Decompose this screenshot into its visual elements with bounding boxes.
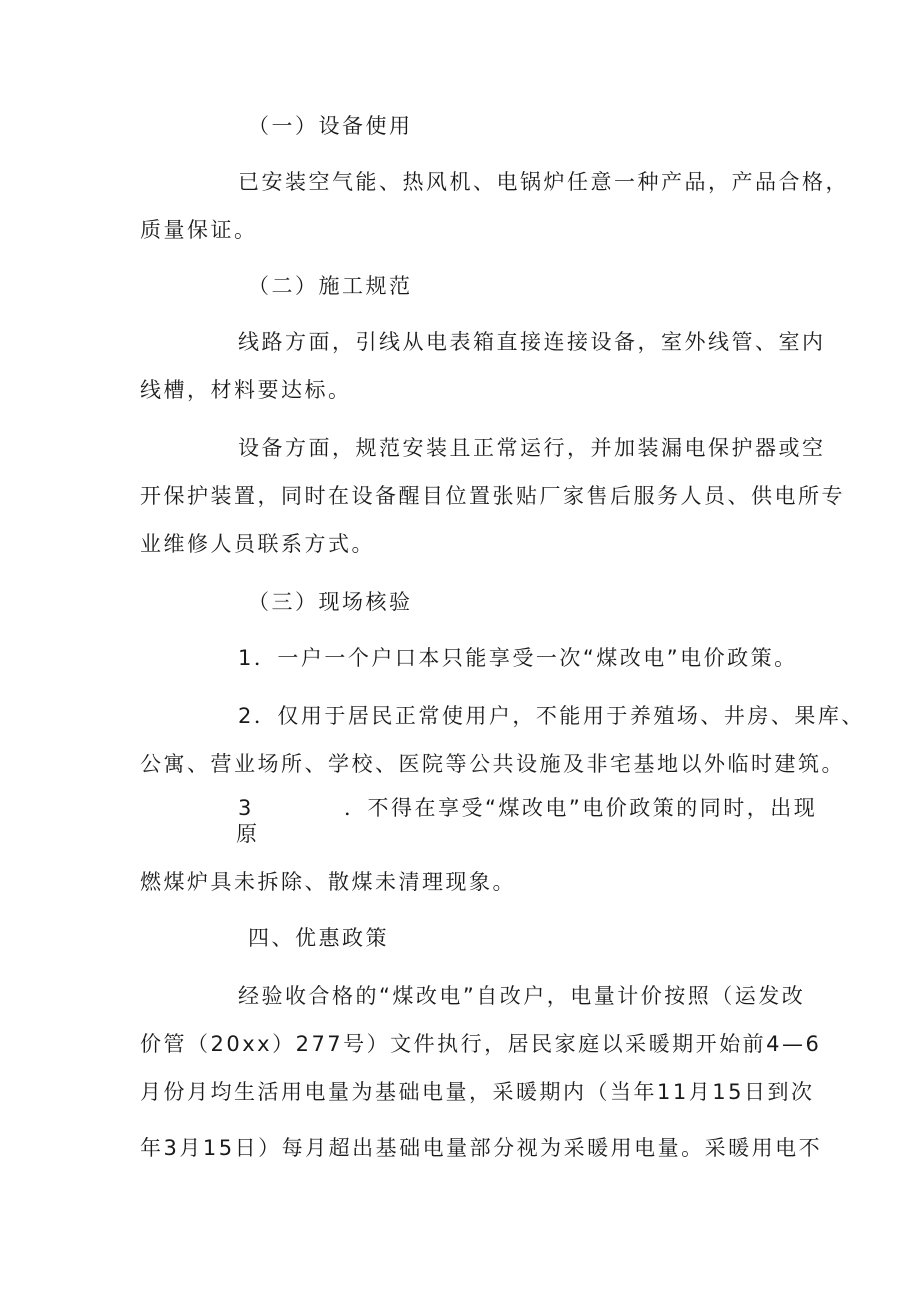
section-heading-inspection: （三）现场核验 [248,590,413,614]
paragraph-line: 经验收合格的“煤改电”自改户，电量计价按照（运发改 [238,984,806,1008]
paragraph-line: 月份月均生活用电量为基础电量，采暖期内（当年11月15日到次 [140,1080,815,1104]
paragraph-line: 质量保证。 [140,218,258,242]
section-heading-equipment: （一）设备使用 [248,114,413,138]
list-item-2-cont: 公寓、营业场所、学校、医院等公共设施及非宅基地以外临时建筑。 [140,752,845,776]
list-item-3-text: ．不得在享受“煤改电”电价政策的同时，出现 [344,796,818,820]
paragraph-line: 线路方面，引线从电表箱直接连接设备，室外线管、室内 [238,330,826,354]
list-item-3-number: 3 [238,796,252,820]
paragraph-line: 业维修人员联系方式。 [140,532,375,556]
paragraph-line: 价管（20xx）277号）文件执行，居民家庭以采暖期开始前4—6 [140,1032,822,1056]
paragraph-line: 年3月15日）每月超出基础电量部分视为采暖用电量。采暖用电不 [140,1136,823,1160]
list-item-3-cont: 燃煤炉具未拆除、散煤未清理现象。 [140,870,516,894]
list-item-2: 2．仅用于居民正常使用户，不能用于养殖场、井房、果库、 [238,704,865,728]
section-heading-construction: （二）施工规范 [248,274,413,298]
paragraph-line: 设备方面，规范安装且正常运行，并加装漏电保护器或空 [238,436,826,460]
list-item-1: 1．一户一个户口本只能享受一次“煤改电”电价政策。 [238,646,798,670]
paragraph-line: 已安装空气能、热风机、电锅炉任意一种产品，产品合格， [238,170,849,194]
paragraph-line: 线槽，材料要达标。 [140,378,352,402]
paragraph-line: 开保护装置，同时在设备醒目位置张贴厂家售后服务人员、供电所专 [140,484,845,508]
section-heading-policy: 四、优惠政策 [248,926,389,950]
list-item-3-char: 原 [236,822,257,846]
